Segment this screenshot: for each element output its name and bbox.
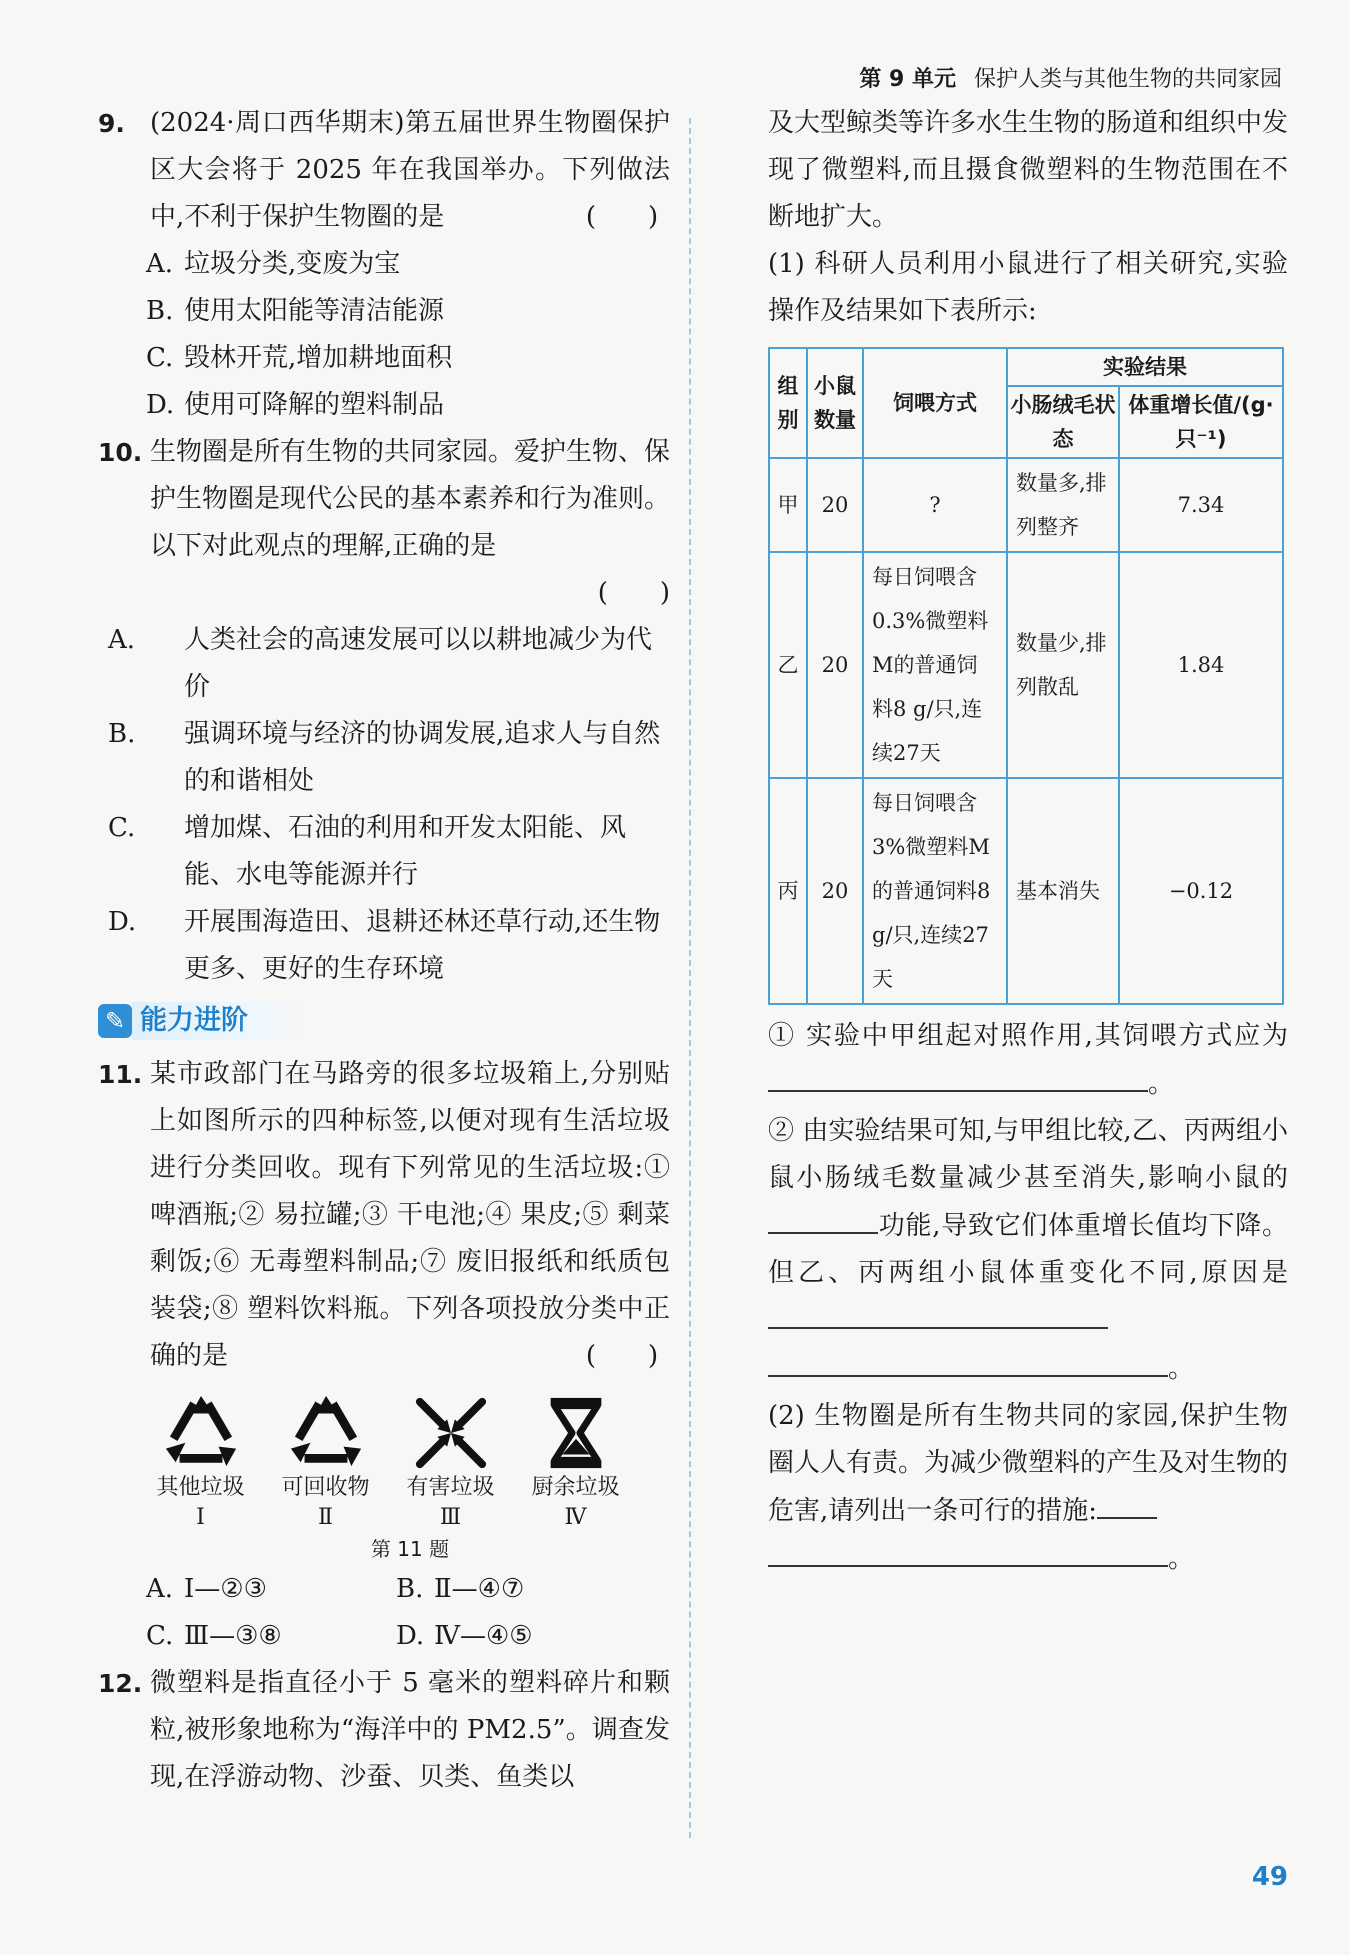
- header-feed: 饲喂方式: [863, 348, 1007, 458]
- option-c[interactable]: C. Ⅲ—③⑧: [146, 1621, 282, 1651]
- question-number: 11.: [98, 1060, 143, 1089]
- recycle-triangle-icon: [287, 1394, 365, 1472]
- cell-group: 甲: [769, 458, 807, 552]
- option-a[interactable]: A. 垃圾分类,变废为宝: [146, 249, 401, 279]
- section-heading: [98, 1001, 670, 1041]
- option-d[interactable]: D. 开展围海造田、退耕还林还草行动,还生物更多、更好的生存环境: [108, 907, 661, 984]
- cell-count: 20: [807, 458, 863, 552]
- cell-group: 丙: [769, 778, 807, 1004]
- option-b[interactable]: B. Ⅱ—④⑦: [396, 1574, 525, 1604]
- recycle-triangle-icon: [162, 1394, 240, 1472]
- icon-roman: Ⅱ: [318, 1505, 333, 1530]
- table-row: [769, 552, 1283, 778]
- hourglass-icon: [537, 1394, 615, 1472]
- question-10: [98, 429, 670, 617]
- question-12: [98, 1660, 670, 1801]
- label-other-waste: [141, 1394, 261, 1532]
- label-hazardous: [391, 1394, 511, 1532]
- figure-caption: 第 11 题: [370, 1537, 450, 1561]
- icon-label: 有害垃圾: [406, 1475, 495, 1500]
- cell-weight: −0.12: [1119, 778, 1283, 1004]
- unit-title: 保护人类与其他生物的共同家园: [973, 67, 1282, 92]
- question-number: 12.: [98, 1669, 143, 1698]
- hazard-arrows-icon: [412, 1394, 490, 1472]
- unit-label: 第 9 单元: [859, 67, 956, 92]
- answer-blank[interactable]: [768, 1297, 1108, 1329]
- answer-blank[interactable]: [768, 1345, 1168, 1377]
- sub-question-1a: ① 实验中甲组起对照作用,其饲喂方式应为。: [768, 1021, 1288, 1099]
- header-count: 小鼠数量: [807, 348, 863, 458]
- part-1-intro: (1) 科研人员利用小鼠进行了相关研究,实验操作及结果如下表所示:: [768, 249, 1288, 326]
- table-row: [769, 458, 1283, 552]
- icon-label: 其他垃圾: [156, 1475, 245, 1500]
- question-12-continued: 及大型鲸类等许多水生生物的肠道和组织中发现了微塑料,而且摄食微塑料的生物范围在不断地扩大。: [768, 108, 1289, 232]
- cell-feed: 每日饲喂含3%微塑料M的普通饲料8 g/只,连续27天: [863, 778, 1007, 1004]
- cell-weight: 7.34: [1119, 458, 1283, 552]
- cell-count: 20: [807, 778, 863, 1004]
- question-text: 某市政部门在马路旁的很多垃圾箱上,分别贴上如图所示的四种标签,以便对现有生活垃圾进行分类回收。现有下列常见的生活垃圾:① 啤酒瓶;② 易拉罐;③ 干电池;④ 果皮;⑤ 剩菜剩饭;⑥ 无毒塑料制品;⑦ 废旧报纸和纸质包装袋;⑧ 塑料饮料瓶。下列各项投放分类中正确的是 ( ): [150, 1051, 670, 1380]
- label-recyclable: [266, 1394, 386, 1532]
- header-weight: 体重增长值/(g·只⁻¹): [1119, 386, 1283, 458]
- answer-paren: ( ): [585, 202, 659, 232]
- cell-feed: 每日饲喂含0.3%微塑料M的普通饲料8 g/只,连续27天: [863, 552, 1007, 778]
- left-column: [98, 100, 670, 1801]
- cell-villi: 基本消失: [1007, 778, 1119, 1004]
- cell-count: 20: [807, 552, 863, 778]
- pencil-icon: ✎: [98, 1004, 132, 1038]
- option-c[interactable]: C. 增加煤、石油的利用和开发太阳能、风能、水电等能源并行: [108, 813, 627, 890]
- answer-blank[interactable]: [768, 1060, 1148, 1092]
- cell-villi: 数量少,排列散乱: [1007, 552, 1119, 778]
- question-number: 10.: [98, 438, 143, 467]
- question-text: 微塑料是指直径小于 5 毫米的塑料碎片和颗粒,被形象地称为“海洋中的 PM2.5”。调查发现,在浮游动物、沙蚕、贝类、鱼类以: [150, 1668, 670, 1792]
- icon-roman: Ⅳ: [564, 1505, 587, 1530]
- header-villi: 小肠绒毛状态: [1007, 386, 1119, 458]
- option-c[interactable]: C. 毁林开荒,增加耕地面积: [146, 343, 453, 373]
- experiment-table: [768, 347, 1284, 1005]
- option-a[interactable]: A. 人类社会的高速发展可以以耕地减少为代价: [108, 625, 653, 702]
- option-d[interactable]: D. Ⅳ—④⑤: [396, 1621, 533, 1651]
- question-11: [98, 1051, 670, 1380]
- question-text: 生物圈是所有生物的共同家园。爱护生物、保护生物圈是现代公民的基本素养和行为准则。以下对此观点的理解,正确的是: [150, 437, 671, 561]
- header-result: 实验结果: [1007, 348, 1283, 386]
- option-b[interactable]: B. 强调环境与经济的协调发展,追求人与自然的和谐相处: [108, 719, 661, 796]
- option-a[interactable]: A. Ⅰ—②③: [146, 1574, 267, 1604]
- icon-label: 可回收物: [281, 1475, 370, 1500]
- header-group: 组别: [769, 348, 807, 458]
- answer-blank[interactable]: [1097, 1487, 1157, 1519]
- question-number: 9.: [98, 109, 125, 138]
- sub-question-1b: ② 由实验结果可知,与甲组比较,乙、丙两组小鼠小肠绒毛数量减少甚至消失,影响小鼠的功能,导致它们体重增长值均下降。但乙、丙两组小鼠体重变化不同,原因是 。: [768, 1116, 1288, 1384]
- answer-paren: ( ): [585, 1341, 659, 1371]
- label-kitchen-waste: [516, 1394, 636, 1532]
- table-row: [769, 778, 1283, 1004]
- garbage-label-figure: [138, 1394, 638, 1532]
- cell-villi: 数量多,排列整齐: [1007, 458, 1119, 552]
- option-b[interactable]: B. 使用太阳能等清洁能源: [146, 296, 445, 326]
- answer-blank[interactable]: [768, 1535, 1168, 1567]
- right-column: [768, 100, 1288, 1583]
- icon-roman: Ⅲ: [439, 1505, 462, 1530]
- page-header: [859, 62, 1282, 93]
- cell-weight: 1.84: [1119, 552, 1283, 778]
- options-grid: [98, 1566, 670, 1660]
- option-d[interactable]: D. 使用可降解的塑料制品: [146, 390, 445, 420]
- icon-label: 厨余垃圾: [531, 1475, 620, 1500]
- sub-question-2: (2) 生物圈是所有生物共同的家园,保护生物圈人人有责。为减少微塑料的产生及对生物的危害,请列出一条可行的措施: 。: [768, 1401, 1289, 1574]
- question-text: (2024·周口西华期末)第五届世界生物圈保护区大会将于 2025 年在我国举办。下列做法中,不利于保护生物圈的是 ( ): [150, 100, 670, 241]
- column-divider: [689, 118, 691, 1838]
- answer-blank[interactable]: [768, 1202, 878, 1234]
- question-9: [98, 100, 670, 241]
- answer-paren: ( ): [597, 578, 670, 608]
- section-title: 能力进阶: [132, 1002, 306, 1040]
- cell-group: 乙: [769, 552, 807, 778]
- cell-feed: ?: [863, 458, 1007, 552]
- page-number: 49: [1251, 1862, 1288, 1892]
- icon-roman: Ⅰ: [196, 1505, 205, 1530]
